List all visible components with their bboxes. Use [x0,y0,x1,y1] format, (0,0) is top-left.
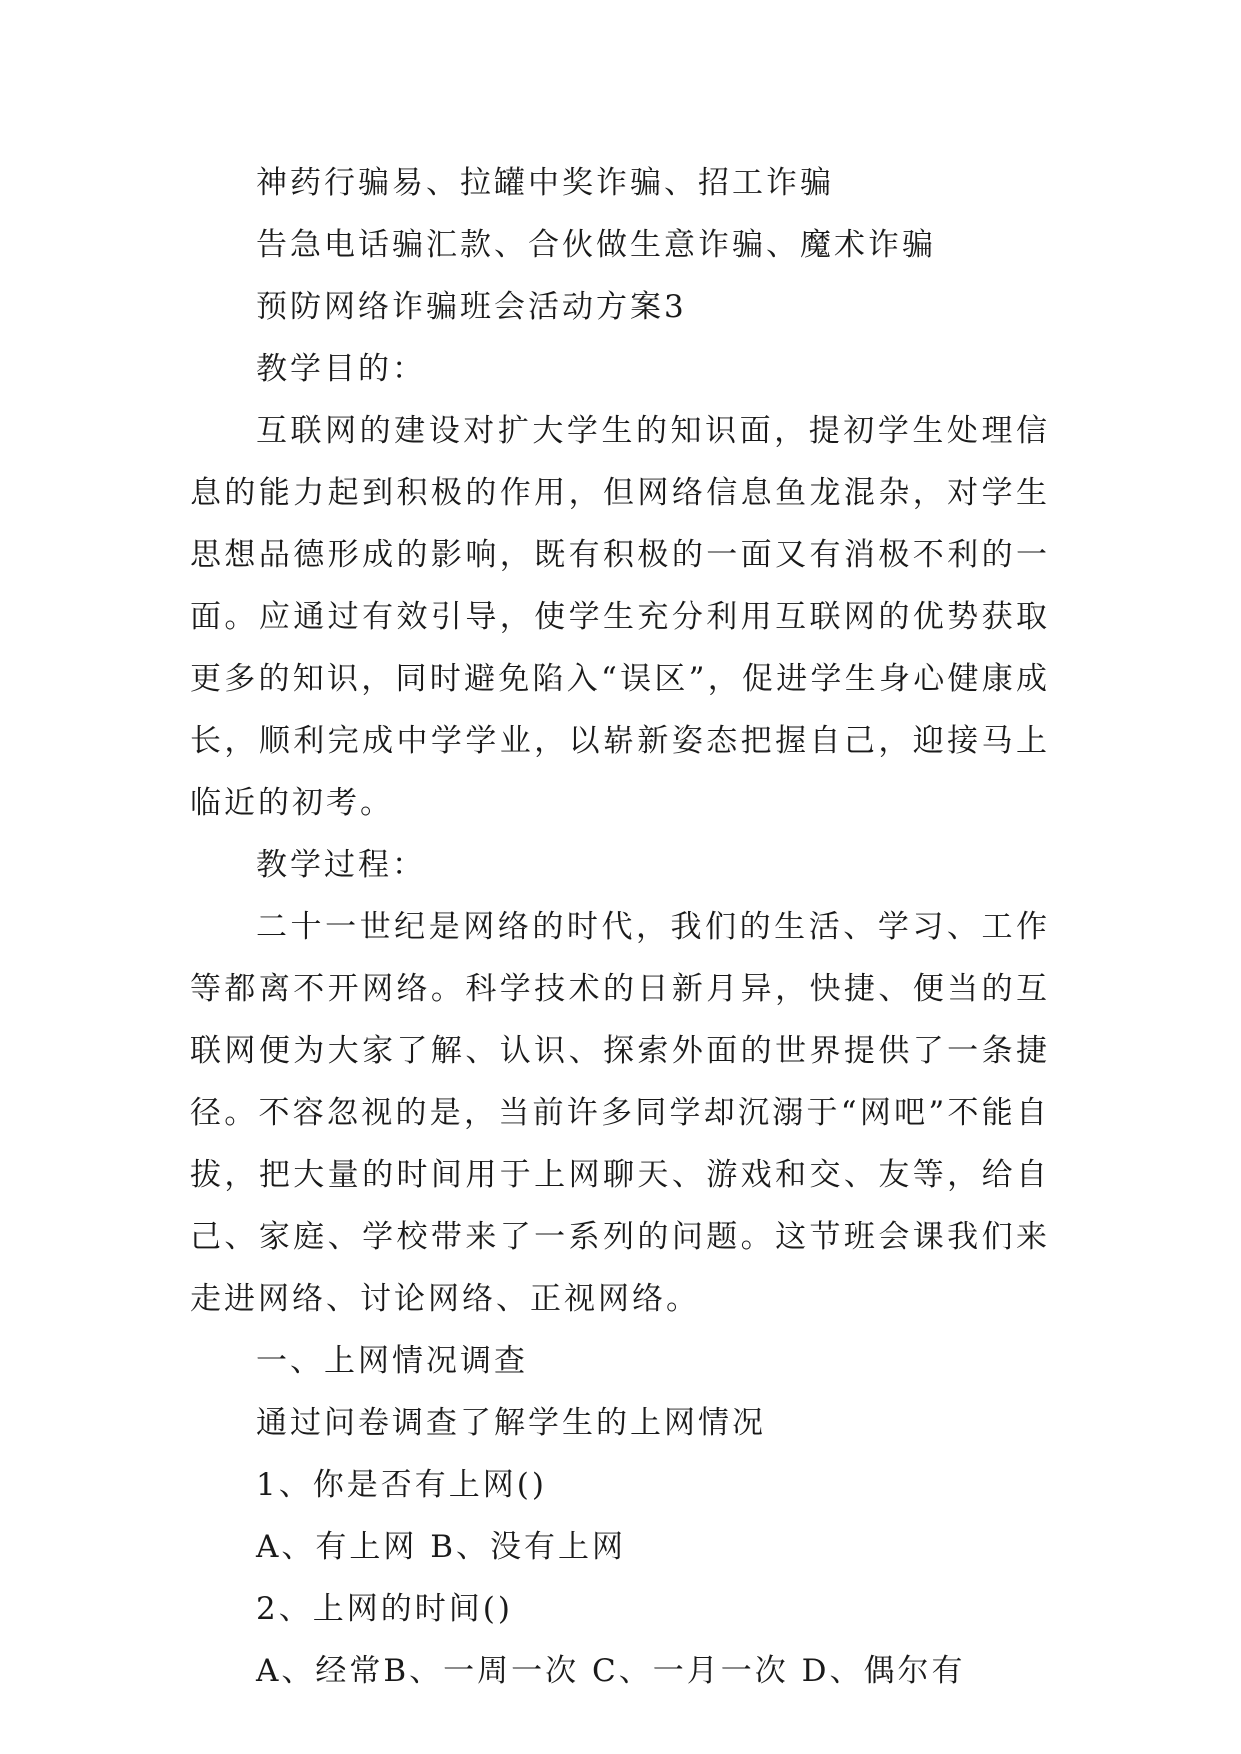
question-2-options: A、经常B、一周一次 C、一月一次 D、偶尔有 [256,1653,966,1689]
teaching-process-heading: 教学过程： [256,847,426,883]
section-title: 预防网络诈骗班会活动方案3 [256,289,687,325]
fraud-list-line-2: 告急电话骗汇款、合伙做生意诈骗、魔术诈骗 [256,227,936,263]
survey-intro: 通过问卷调查了解学生的上网情况 [256,1405,766,1441]
teaching-goal-heading: 教学目的： [256,351,426,387]
teaching-goal-paragraph: 互联网的建设对扩大学生的知识面，提初学生处理信息的能力起到积极的作用，但网络信息鱼龙混杂，对学生思想品德形成的影响，既有积极的一面又有消极不利的一面。应通过有效引导，使学生充分利用互联网的优势获取更多的知识，同时避免陷入“误区”，促进学生身心健康成长，顺利完成中学学业，以崭新姿态把握自己，迎接马上临近的初考。 [190,413,1050,821]
survey-heading: 一、上网情况调查 [256,1343,528,1379]
question-1: 1、你是否有上网() [256,1467,547,1503]
document-body [190,152,1050,1702]
teaching-process-paragraph: 二十一世纪是网络的时代，我们的生活、学习、工作等都离不开网络。科学技术的日新月异，快捷、便当的互联网便为大家了解、认识、探索外面的世界提供了一条捷径。不容忽视的是，当前许多同学却沉溺于“网吧”不能自拔，把大量的时间用于上网聊天、游戏和交、友等，给自己、家庭、学校带来了一系列的问题。这节班会课我们来走进网络、讨论网络、正视网络。 [190,909,1050,1317]
question-1-options: A、有上网 B、没有上网 [256,1529,627,1565]
fraud-list-line-1: 神药行骗易、拉罐中奖诈骗、招工诈骗 [256,165,834,201]
question-2: 2、上网的时间() [256,1591,513,1627]
